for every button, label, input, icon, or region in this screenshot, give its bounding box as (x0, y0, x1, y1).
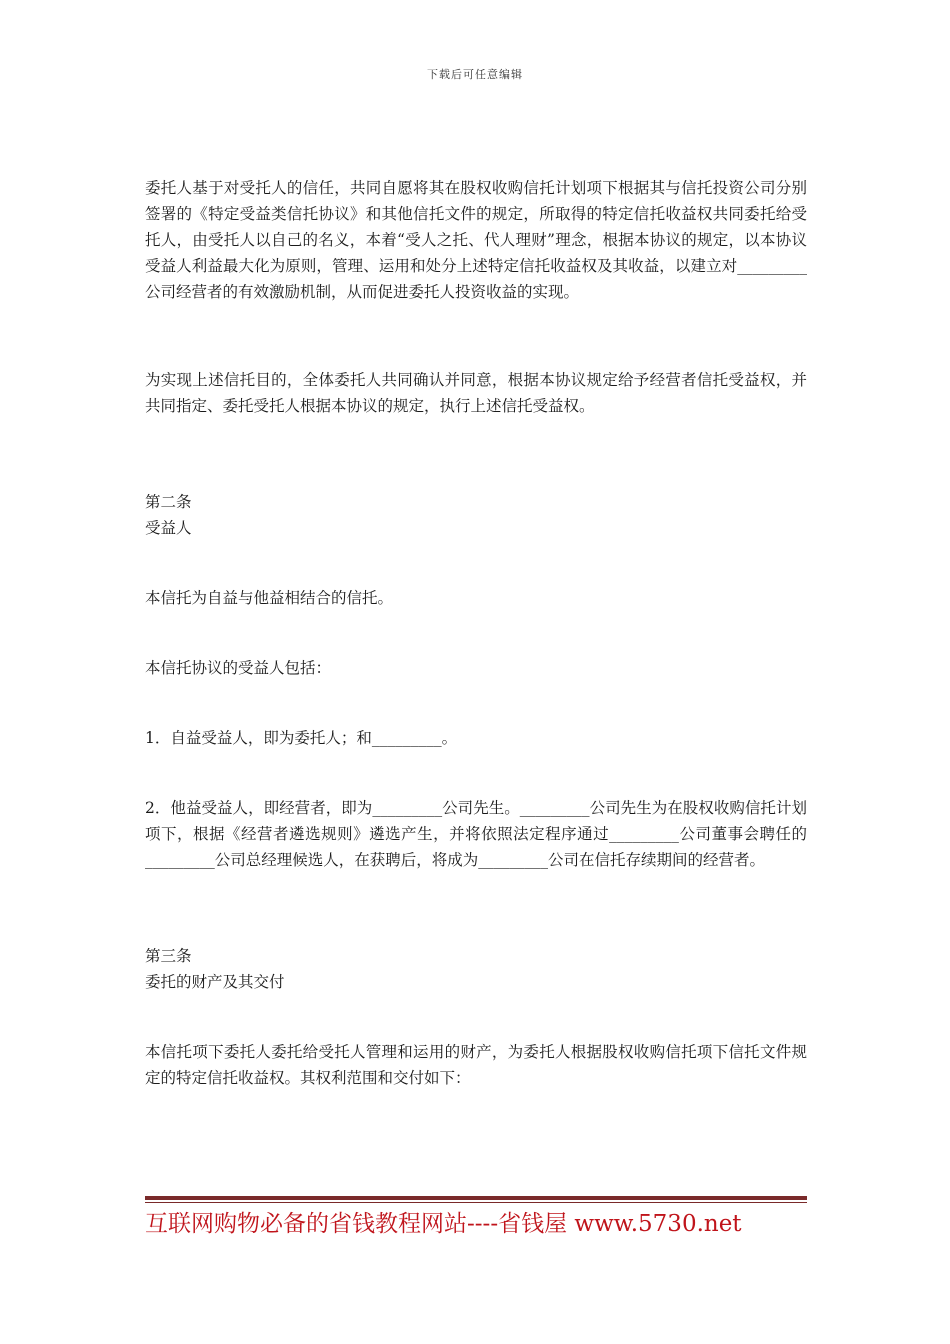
page-header-note: 下载后可任意编辑 (427, 68, 523, 81)
footer-divider (145, 1196, 807, 1203)
list-item-self-beneficiary: 1．自益受益人，即为委托人；和_________。 (145, 729, 458, 747)
article-2-title: 受益人 (145, 519, 192, 537)
footer-banner-link[interactable]: 互联网购物必备的省钱教程网站----省钱屋 www.5730.net (145, 1211, 742, 1237)
article-3-number: 第三条 (145, 947, 192, 965)
list-item-other-beneficiary: 2．他益受益人，即经营者，即为_________公司先生。_________公司先生为在股权收购信托计划项下，根据《经营者遴选规则》遴选产生，并将依照法定程序通过_________公司董事会聘任的_________公司总经理候选人，在获聘后，将成为_________公司在信托存续期间的经营者。 (145, 799, 807, 869)
document-body (145, 175, 807, 1091)
paragraph-confirmation: 为实现上述信托目的，全体委托人共同确认并同意，根据本协议规定给予经营者信托受益权，并共同指定、委托受托人根据本协议的规定，执行上述信托受益权。 (145, 371, 807, 415)
paragraph-trust-type: 本信托为自益与他益相结合的信托。 (145, 589, 394, 607)
paragraph-trust-purpose: 委托人基于对受托人的信任，共同自愿将其在股权收购信托计划项下根据其与信托投资公司分别签署的《特定受益类信托协议》和其他信托文件的规定，所取得的特定信托收益权共同委托给受托人，由受托人以自己的名义，本着“受人之托、代人理财”理念，根据本协议的规定，以本协议受益人利益最大化为原则，管理、运用和处分上述特定信托收益权及其收益，以建立对_________公司经营者的有效激励机制，从而促进委托人投资收益的实现。 (145, 179, 807, 301)
paragraph-trust-property: 本信托项下委托人委托给受托人管理和运用的财产，为委托人根据股权收购信托项下信托文件规定的特定信托收益权。其权利范围和交付如下： (145, 1043, 807, 1087)
article-3-title: 委托的财产及其交付 (145, 973, 285, 991)
article-2-number: 第二条 (145, 493, 192, 511)
paragraph-beneficiaries-intro: 本信托协议的受益人包括： (145, 659, 332, 677)
